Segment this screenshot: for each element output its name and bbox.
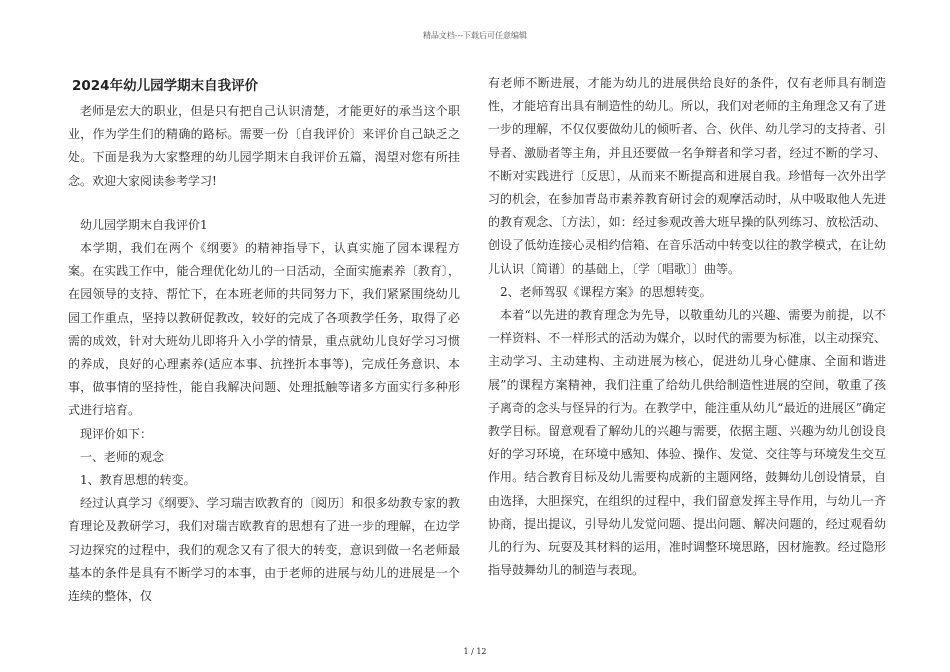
paragraph-continued: 有老师不断进展，才能为幼儿的进展供给良好的条件，仅有老师具有制造性，才能培育出具有制造性的幼儿。所以，我们对老师的主角理念又有了进一步的理解，不仅仅要做幼儿的倾听者、合、伙伴、幼儿学习的支持者、引导者、激励者等主角，并且还要做一名争辩者和学习者，经过不断的学习、不断对实践进行〔反思〕，从而来不断提高和进展自我。珍惜每一次外出学习的机会，在参加青岛市素养教育研讨会的观摩活动时，从中吸取他人先进的教育观念、〔方法〕，如：经过参观改善大班早操的队列练习、放松活动、创设了低幼连接心灵相约信箱、在音乐活动中转变以往的教学模式，在让幼儿认识〔简谱〕的基础上，〔学〔唱歌〕〕曲等。 xyxy=(488,76,886,276)
paragraph: 本学期，我们在两个《纲要》的精神指导下，认真实施了园本课程方案。在实践工作中，能合理优化幼儿的一日活动，全面实施素养〔教育〕，在园领导的支持、帮忙下，在本班老师的共同努力下，我们紧紧围绕幼儿园工作重点，坚持以教研促教改，较好的完成了各项教学任务，取得了必需的成效，针对大班幼儿即将升入小学的情景，重点就幼儿良好学习习惯的养成，良好的心理素养(适应本事、抗挫折本事等)，完成任务意识、本事，做事情的坚持性，能自我解决问题、处理抵触等诸多方面实行多种形式进行培育。 xyxy=(68,241,460,418)
heading-education-thought: 1、教育思想的转变。 xyxy=(80,473,196,488)
page-number: 1 / 12 xyxy=(463,647,487,656)
spacer xyxy=(68,193,460,214)
heading-teacher-concept: 一、老师的观念 xyxy=(80,449,165,464)
page-header: 精品文档---下载后可任意编辑 xyxy=(422,31,528,40)
intro-paragraph: 老师是宏大的职业，但是只有把自己认识清楚，才能更好的承当这个职业，作为学生们的精确的路标。需要一份〔自我评价〕来评价自己缺乏之处。下面是我为大家整理的幼儿园学期末自我评价五篇，渴望对您有所挂念。欢迎大家阅读参考学习! xyxy=(68,104,460,188)
left-column xyxy=(68,74,460,608)
right-column xyxy=(488,72,886,582)
paragraph: 本着“以先进的教育理念为先导，以敬重幼儿的兴趣、需要为前提，以不一样资料、不一样形式的活动为媒介，以时代的需要为标准，以主动探究、主动学习、主动建构、主动进展为核心，促进幼儿身心健康、全面和谐进展”的课程方案精神，我们注重了给幼儿供给制造性进展的空间，敬重了孩子离奇的念头与怪异的行为。在教学中，能注重从幼儿“最近的进展区”确定教学目标。留意观看了解幼儿的兴趣与需要，依据主题、兴趣为幼儿创设良好的学习环境，在环境中感知、体验、操作、发觉、交往等与环境发生交互作用。结合教育目标及幼儿需要构成新的主题网络，鼓舞幼儿创设情景，自由选择，大胆探究，在组织的过程中，我们留意发挥主导作用，与幼儿一齐协商，提出提议，引导幼儿发觉问题、提出问题、解决问题的，经过观看幼儿的行为、玩耍及其材料的运用，准时调整环境思路，因材施教。经过隐形指导鼓舞幼儿的制造与表现。 xyxy=(488,308,886,578)
document-title: 2024年幼儿园学期末自我评价 xyxy=(72,78,259,94)
heading-curriculum-thought: 2、老师驾驭《课程方案》的思想转变。 xyxy=(500,284,712,299)
paragraph: 现评价如下： xyxy=(80,426,153,441)
paragraph: 经过认真学习《纲要》、学习瑞吉欧教育的〔阅历〕和很多幼教专家的教育理论及教研学习，我们对瑞吉欧教育的思想有了进一步的理解，在边学习边探究的过程中，我们的观念又有了很大的转变，意识到做一名老师最基本的条件是具有不断学习的本事，由于老师的进展与幼儿的进展是一个连续的整体，仅 xyxy=(68,496,460,604)
section-title: 幼儿园学期末自我评价1 xyxy=(80,217,208,232)
